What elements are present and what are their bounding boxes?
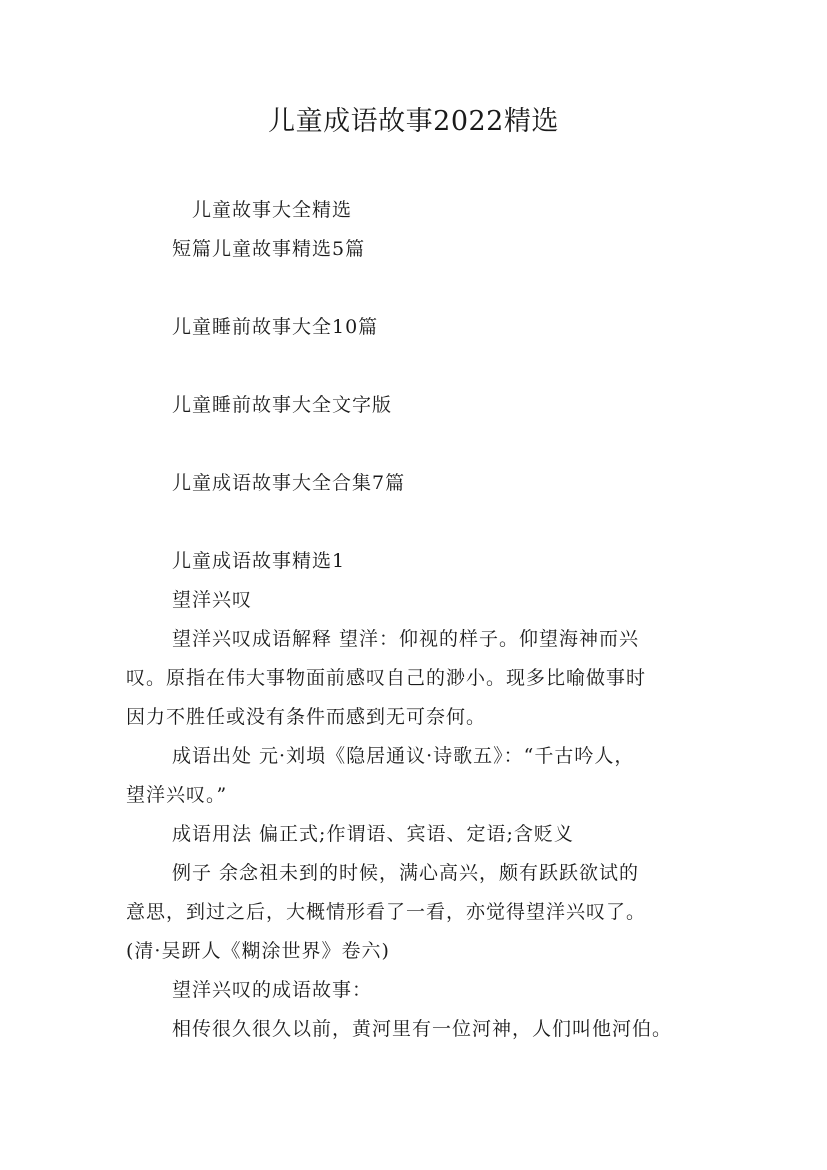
document-title: 儿童成语故事2022精选 (268, 106, 559, 137)
toc-item-6: 儿童成语故事精选1 (172, 550, 346, 572)
body-line: 成语出处 元·刘埙《隐居通议·诗歌五》：“千古吟人， (172, 745, 635, 767)
toc-item-5: 儿童成语故事大全合集7篇 (172, 472, 406, 494)
body-line: 相传很久很久以前，黄河里有一位河神，人们叫他河伯。 (172, 1018, 673, 1040)
body-line: (清·吴趼人《糊涂世界》卷六) (126, 940, 390, 962)
body-line: 望洋兴叹的成语故事： (172, 979, 373, 1001)
toc-item-2: 短篇儿童故事精选5篇 (172, 238, 366, 260)
section-heading: 望洋兴叹 (172, 589, 253, 611)
body-line: 叹。原指在伟大事物面前感叹自己的渺小。现多比喻做事时 (126, 667, 647, 689)
body-line: 例子 余念祖未到的时候，满心高兴，颇有跃跃欲试的 (172, 862, 640, 884)
body-line: 望洋兴叹。” (126, 784, 228, 806)
toc-item-1: 儿童故事大全精选 (192, 199, 353, 221)
body-line: 因力不胜任或没有条件而感到无可奈何。 (126, 706, 487, 728)
body-line: 成语用法 偏正式;作谓语、宾语、定语;含贬义 (172, 823, 574, 845)
body-line: 意思，到过之后，大概情形看了一看，亦觉得望洋兴叹了。 (126, 901, 647, 923)
toc-item-4: 儿童睡前故事大全文字版 (172, 394, 393, 416)
body-line: 望洋兴叹成语解释 望洋：仰视的样子。仰望海神而兴 (172, 628, 640, 650)
toc-item-3: 儿童睡前故事大全10篇 (172, 316, 379, 338)
